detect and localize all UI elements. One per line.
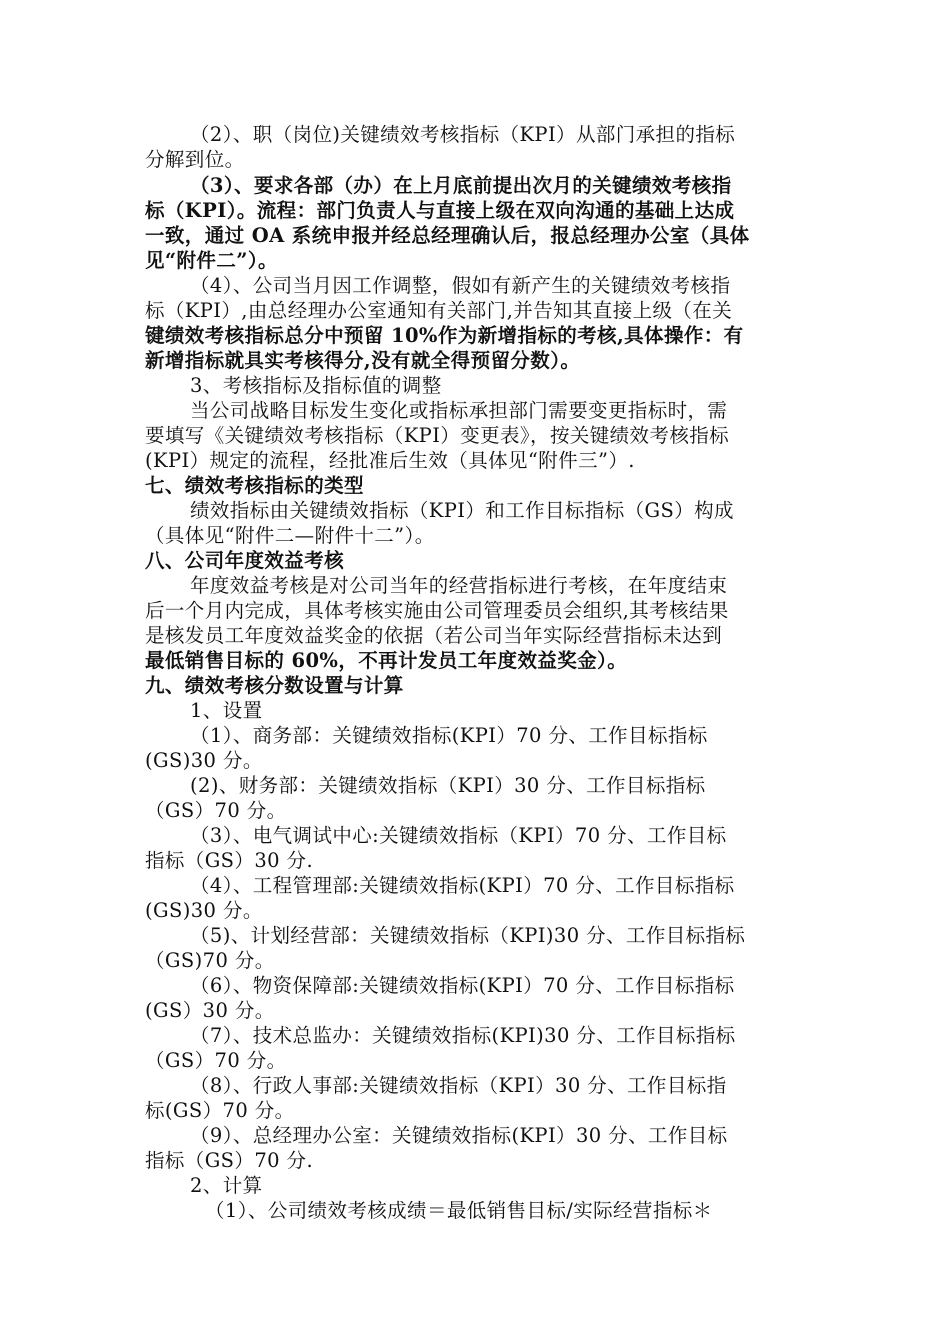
section-heading: 八、公司年度效益考核 bbox=[145, 549, 345, 572]
text-line: （3）、要求各部（办）在上月底前提出次月的关键绩效考核指 bbox=[190, 174, 732, 197]
text-line: 分解到位。 bbox=[145, 148, 245, 171]
text-line: 一致，通过 OA 系统申报并经总经理确认后，报总经理办公室（具体 bbox=[145, 224, 750, 247]
text-line: （GS）70 分。 bbox=[145, 1049, 287, 1072]
text-line: 最低销售目标的 60%，不再计发员工年度效益奖金）。 bbox=[145, 649, 628, 672]
text-line: （5)、计划经营部：关键绩效指标（KPI)30 分、工作目标指标 bbox=[190, 924, 746, 947]
section-heading: 七、绩效考核指标的类型 bbox=[145, 474, 364, 497]
text-line: （1）、公司绩效考核成绩＝最低销售目标/实际经营指标＊ bbox=[205, 1199, 713, 1222]
text-line: （7）、技术总监办：关键绩效指标(KPI)30 分、工作目标指标 bbox=[190, 1024, 736, 1047]
text-line: 当公司战略目标发生变化或指标承担部门需要变更指标时，需 bbox=[190, 399, 728, 422]
text-line: 后一个月内完成，具体考核实施由公司管理委员会组织,其考核结果 bbox=[145, 599, 729, 622]
text-line: 要填写《关键绩效考核指标（KPI）变更表》，按关键绩效考核指标 bbox=[145, 424, 730, 447]
text-line: (GS)30 分。 bbox=[145, 749, 263, 772]
text-line: 是核发员工年度效益奖金的依据（若公司当年实际经营指标未达到 bbox=[145, 624, 723, 647]
text-line: 指标（GS）30 分. bbox=[145, 849, 314, 872]
text-line: （具体见“附件二—附件十二”）。 bbox=[145, 524, 435, 547]
text-line: (GS)30 分。 bbox=[145, 899, 263, 922]
text-line: 标(GS）70 分。 bbox=[145, 1099, 295, 1122]
text-line: (2)、财务部：关键绩效指标（KPI）30 分、工作目标指标 bbox=[190, 774, 706, 797]
text-line: （4）、工程管理部:关键绩效指标(KPI）70 分、工作目标指标 bbox=[190, 874, 735, 897]
text-line: 1、设置 bbox=[190, 699, 263, 722]
text-line: （4）、公司当月因工作调整，假如有新产生的关键绩效考核指 bbox=[190, 274, 731, 297]
text-line: 3、考核指标及指标值的调整 bbox=[190, 374, 442, 397]
text-line: （6）、物资保障部:关键绩效指标(KPI）70 分、工作目标指标 bbox=[190, 974, 735, 997]
text-line: （GS)70 分。 bbox=[145, 949, 275, 972]
text-line: （GS）70 分。 bbox=[145, 799, 287, 822]
text-line: 见“附件二”）。 bbox=[145, 249, 278, 272]
text-line: (GS）30 分。 bbox=[145, 999, 275, 1022]
text-line: 标（KPI）。流程：部门负责人与直接上级在双向沟通的基础上达成 bbox=[145, 199, 735, 222]
text-line: （8）、行政人事部:关键绩效指标（KPI）30 分、工作目标指 bbox=[190, 1074, 727, 1097]
section-heading: 九、绩效考核分数设置与计算 bbox=[145, 674, 404, 697]
text-line: （3）、电气调试中心:关键绩效指标（KPI）70 分、工作目标 bbox=[190, 824, 727, 847]
text-line: （9）、总经理办公室：关键绩效指标(KPI）30 分、工作目标 bbox=[190, 1124, 728, 1147]
text-line: 绩效指标由关键绩效指标（KPI）和工作目标指标（GS）构成 bbox=[190, 499, 734, 522]
text-line: 键绩效考核指标总分中预留 10%作为新增指标的考核,具体操作：有 bbox=[145, 324, 744, 347]
text-line: 指标（GS）70 分. bbox=[145, 1149, 314, 1172]
text-line: 新增指标就具实考核得分,没有就全得预留分数）。 bbox=[145, 349, 581, 372]
text-line: (KPI）规定的流程，经批准后生效（具体见“附件三”）. bbox=[145, 449, 635, 472]
text-line: 标（KPI）,由总经理办公室通知有关部门,并告知其直接上级（在关 bbox=[145, 299, 733, 322]
text-line: 2、计算 bbox=[190, 1174, 263, 1197]
text-line: （2）、职（岗位)关键绩效考核指标（KPI）从部门承担的指标 bbox=[190, 123, 736, 146]
text-line: （1）、商务部：关键绩效指标(KPI）70 分、工作目标指标 bbox=[190, 724, 708, 747]
text-line: 年度效益考核是对公司当年的经营指标进行考核，在年度结束 bbox=[190, 574, 728, 597]
